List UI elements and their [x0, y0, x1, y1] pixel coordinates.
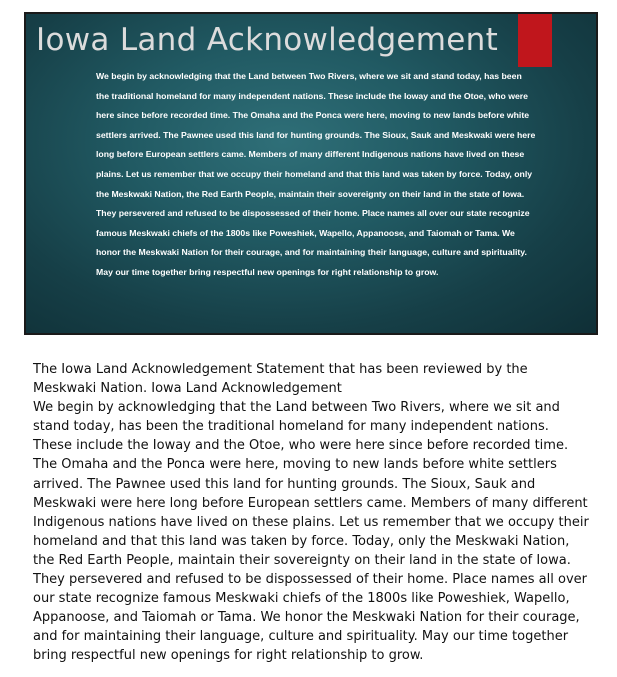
slide-title: Iowa Land Acknowledgement [36, 22, 499, 58]
caption-body: We begin by acknowledging that the Land between Two Rivers, where we sit and stand today, has been the traditional homeland for many independent nations. These include the Ioway and the Otoe, who were here since before recorded time. The Omaha and the Ponca were here, moving to new lands before white settlers arrived. The Pawnee used this land for hunting grounds. The Sioux, Sauk and Meskwaki were here long before European settlers came. Members of many different Indigenous nations have lived on these plains. Let us remember that we occupy their homeland and that this land was taken by force. Today, only the Meskwaki Nation, the Red Earth People, maintain their sovereignty on their land in the state of Iowa. They persevered and refused to be dispossessed of their home. Place names all over our state recognize famous Meskwaki chiefs of the 1800s like Poweshiek, Wapello, Appanoose, and Taiomah or Tama. We honor the Meskwaki Nation for their courage, and for maintaining their language, culture and spirituality. May our time together bring respectful new openings for right relationship to grow. [33, 400, 589, 664]
caption-block [33, 360, 589, 666]
caption-intro: The Iowa Land Acknowledgement Statement that has been reviewed by the Meskwaki Nation. Iowa Land Acknowledgement [33, 362, 528, 397]
slide-body-text: We begin by acknowledging that the Land between Two Rivers, where we sit and stand today, has been the traditional homeland for many independent nations. These include the Ioway and the Otoe, who were here since before recorded time. The Omaha and the Ponca were here, moving to new lands before white settlers arrived. The Pawnee used this land for hunting grounds. The Sioux, Sauk and Meskwaki were here long before European settlers came. Members of many different Indigenous nations have lived on these plains. Let us remember that we occupy their homeland and that this land was taken by force. Today, only the Meskwaki Nation, the Red Earth People, maintain their sovereignty on their land in the state of Iowa. They persevered and refused to be dispossessed of their home. Place names all over our state recognize famous Meskwaki chiefs of the 1800s like Poweshiek, Wapello, Appanoose, and Taiomah or Tama. We honor the Meskwaki Nation for their courage, and for maintaining their language, culture and spirituality. May our time together bring respectful new openings for right relationship to grow. [96, 71, 536, 277]
red-accent-bar [518, 14, 552, 67]
slide-image [24, 12, 598, 335]
